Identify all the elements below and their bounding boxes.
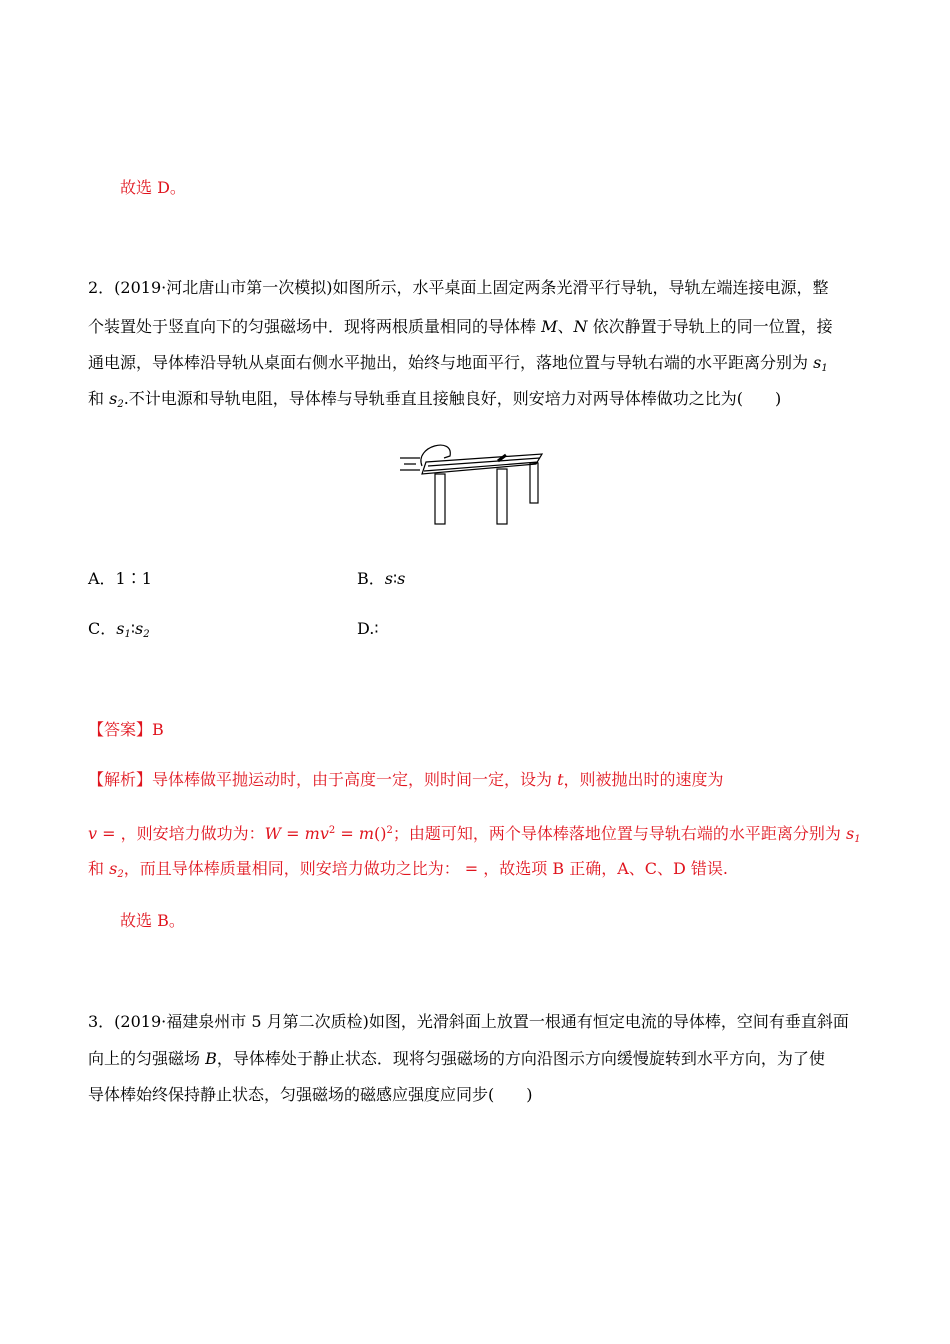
- table-leg-front-right: [497, 469, 507, 524]
- var-s1: $s_1$: [813, 353, 828, 374]
- answer-tag: 【答案】: [88, 720, 153, 739]
- q2-line-4-text-a: 和: [88, 389, 110, 408]
- q3-line-3: 导体棒始终保持静止状态，匀强磁场的磁感应强度应同步( ): [88, 1085, 533, 1104]
- answer-line: [88, 719, 164, 741]
- q2-line-4: [88, 388, 781, 416]
- table-rails-figure: [394, 436, 554, 532]
- q2-line-2-text-b: 依次静置于导轨上的同一位置，接: [587, 317, 833, 336]
- q2-line-4-text-b: .不计电源和导轨电阻，导体棒与导轨垂直且接触良好，则安培力对两导体棒做功之比为( ): [123, 389, 782, 408]
- q3-line-1: 3．(2019·福建泉州市 5 月第二次质检)如图，光滑斜面上放置一根通有恒定电流的导体棒，空间有垂直斜面: [88, 1012, 849, 1031]
- var-M: M: [541, 317, 558, 336]
- q2-line-1: 2．(2019·河北唐山市第一次模拟)如图所示，水平桌面上固定两条光滑平行导轨，导轨左端连接电源，整: [88, 278, 829, 297]
- option-b[interactable]: B．s∶s: [357, 569, 406, 588]
- var-N: N: [573, 317, 588, 336]
- q2-separator: 、: [557, 317, 574, 336]
- q2-line-3: [88, 352, 828, 380]
- rail-2: [424, 462, 538, 471]
- var-s2: $s_2$: [109, 389, 124, 410]
- q3-line-2: 向上的匀强磁场 B，导体棒处于静止状态．现将匀强磁场的方向沿图示方向缓慢旋转到水平方向，为了使: [88, 1049, 825, 1068]
- previous-conclusion: 故选 D。: [120, 178, 186, 197]
- table-leg-front-left: [435, 474, 445, 524]
- q2-line-2: [88, 316, 833, 338]
- option-a[interactable]: A．1∶1: [88, 569, 152, 588]
- conclusion: 故选 B。: [120, 911, 185, 930]
- analysis-line-3: 和 $s_2$，而且导体棒质量相同，则安培力做功之比为： = ，故选项 B 正确，A、C、D 错误.: [88, 859, 728, 880]
- option-c[interactable]: C．$s_1∶s_2$: [88, 619, 150, 640]
- analysis-line-2: v = ，则安培力做功为：$W = mv^2 = m()^2$；由题可知，两个导体棒落地位置与导轨右端的水平距离分别为 $s_1$: [88, 824, 861, 845]
- table-leg-back-right: [530, 463, 538, 503]
- q2-line-2-text-a: 个装置处于竖直向下的匀强磁场中．现将两根质量相同的导体棒: [88, 317, 542, 336]
- table-top: [422, 454, 542, 474]
- analysis-line-1: 【解析】导体棒做平抛运动时，由于高度一定，则时间一定，设为 t，则被抛出时的速度为: [88, 770, 724, 789]
- option-d[interactable]: D.∶: [357, 619, 379, 638]
- answer-value: B: [152, 720, 164, 739]
- battery-symbol: [400, 458, 420, 470]
- q2-line-3-text: 通电源，导体棒沿导轨从桌面右侧水平抛出，始终与地面平行，落地位置与导轨右端的水平距离分别为: [88, 353, 814, 372]
